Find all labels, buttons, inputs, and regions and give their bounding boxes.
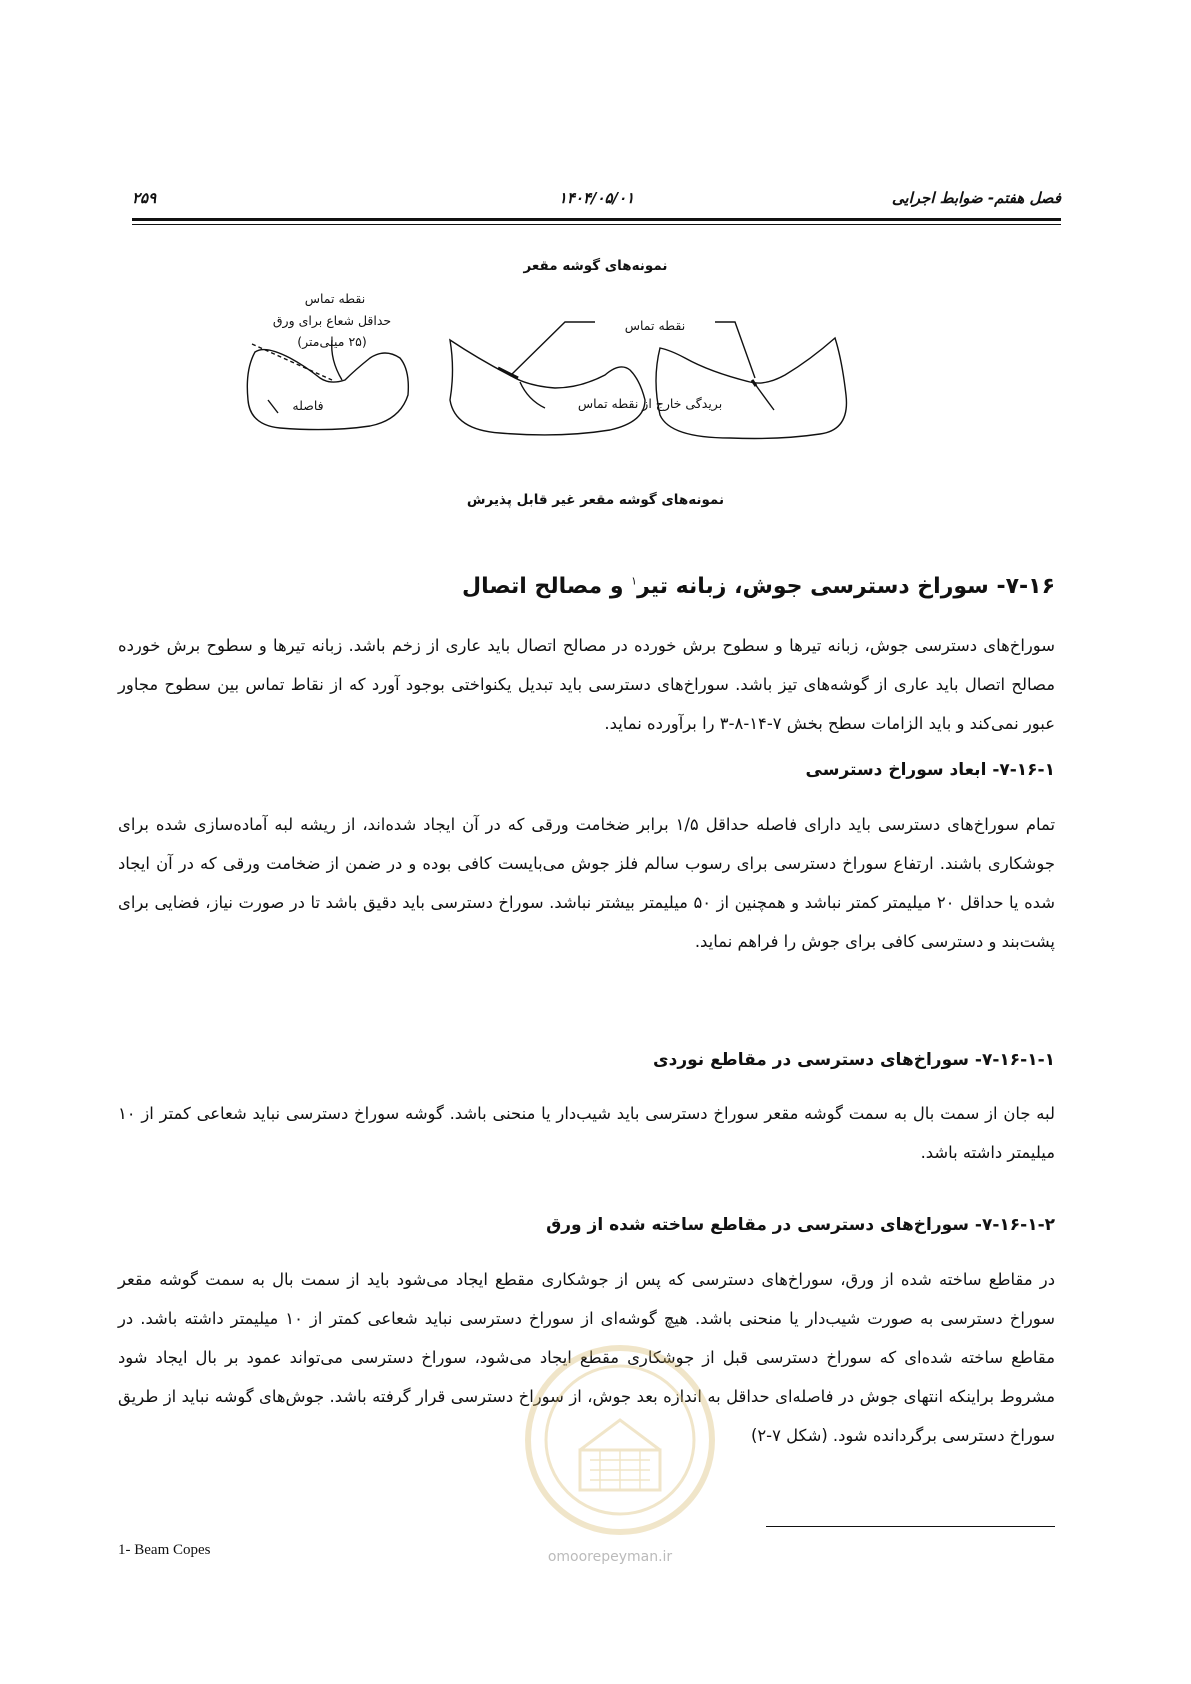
paragraph-4: در مقاطع ساخته شده از ورق، سوراخ‌های دسترسی که پس از جوشکاری مقطع ایجاد می‌شود باید از سمت بال به سمت گوشه مقعر سوراخ دسترسی به صورت شیب‌دار یا منحنی باشد. هیچ گوشه‌ای از سوراخ دسترسی نباید شعاعی کمتر از ۱۰ میلیمتر داشته باشد. در مقاطع ساخته شده‌ای که سوراخ دسترسی قبل از جوشکاری مقطع ایجاد می‌شود، سوراخ دسترسی می‌تواند عمود بر بال ایجاد شود مشروط براینکه انتهای جوش در فاصله‌ای حداقل به اندازه بعد جوش، از سوراخ دسترسی قرار گرفته باشد. جوش‌های گوشه نباید از طریق سوراخ دسترسی برگردانده شود. (شکل ۷-۲) xyxy=(118,1270,1055,1445)
contact-leader-middle xyxy=(510,322,595,376)
gap-leader xyxy=(268,400,278,413)
label-min-radius: حداقل شعاع برای ورق xyxy=(272,313,392,328)
subsection-1-2-paragraph xyxy=(118,1260,1055,1455)
shape-left xyxy=(247,350,408,430)
page-header xyxy=(132,189,1061,217)
subsection-1-1-paragraph xyxy=(118,1094,1055,1172)
figure-caption-top: نمونه‌های گوشه مقعر xyxy=(523,258,668,274)
section-heading xyxy=(462,574,1055,599)
section-heading-tail: و مصالح اتصال xyxy=(462,574,632,599)
label-cut-outside: بریدگی خارج از نقطه تماس xyxy=(577,396,723,411)
shape-right xyxy=(656,338,846,439)
subsection-1-heading: ۷-۱۶-۱- ابعاد سوراخ دسترسی xyxy=(805,760,1055,780)
subsection-1-1-heading: ۷-۱۶-۱-۱- سوراخ‌های دسترسی در مقاطع نوردی xyxy=(653,1050,1055,1070)
paragraph-2: تمام سوراخ‌های دسترسی باید دارای فاصله حداقل ۱/۵ برابر ضخامت ورقی که در آن ایجاد شده‌اند، از ریشه لبه آماده‌سازی شده برای جوشکاری باشند. ارتفاع سوراخ دسترسی برای رسوب سالم فلز جوش می‌بایست کافی بوده و در ضمن از ضخامت ورقی که در آن ایجاد شده یا حداقل ۲۰ میلیمتر کمتر نباشد و همچنین از ۵۰ میلیمتر بیشتر نباشد. سوراخ دسترسی باید دقیق باشد تا در صورت نیاز، فضایی برای پشت‌بند و دسترسی کافی برای جوش را فراهم نماید. xyxy=(118,815,1056,951)
page-number: ۲۵۹ xyxy=(132,189,157,207)
label-contact-point-left: نقطه تماس xyxy=(304,291,366,306)
footnote-marker: ۱ xyxy=(631,574,638,588)
label-gap: فاصله xyxy=(292,398,324,413)
label-min-radius-value: (۲۵ میلی‌متر) xyxy=(297,334,367,349)
subsection-1-paragraph xyxy=(118,805,1055,961)
footnote: 1- Beam Copes xyxy=(118,1542,211,1558)
contact-line-middle xyxy=(498,368,518,378)
chapter-title: فصل هفتم- ضوابط اجرایی xyxy=(891,189,1061,207)
section-paragraph xyxy=(118,626,1055,743)
header-date: ۱۴۰۴/۰۵/۰۱ xyxy=(558,189,635,207)
cut-leader-right xyxy=(755,384,774,410)
section-heading-text: ۷-۱۶- سوراخ دسترسی جوش، زبانه تیر xyxy=(637,574,1055,599)
reentrant-corner-figure xyxy=(260,291,910,480)
footnote-rule xyxy=(766,1526,1055,1527)
header-rule-thin xyxy=(132,224,1061,225)
label-contact-point-right: نقطه تماس xyxy=(624,318,686,333)
paragraph-3: لبه جان از سمت بال به سمت گوشه مقعر سوراخ دسترسی باید شیب‌دار یا منحنی باشد. گوشه سوراخ دسترسی نباید شعاعی کمتر از ۱۰ میلیمتر داشته باشد. xyxy=(118,1104,1055,1162)
paragraph-1: سوراخ‌های دسترسی جوش، زبانه تیرها و سطوح برش خورده در مصالح اتصال باید عاری از زخم باشد. زبانه تیرها و سطوح برش خورده مصالح اتصال باید عاری از گوشه‌های تیز باشد. سوراخ‌های دسترسی باید تبدیل یکنواختی بوجود آورد که از نقاط تماس بین سطوح مجاور عبور نمی‌کند و باید الزامات سطح بخش ۷-۱۴-۸-۳ را برآورده نماید. xyxy=(118,636,1055,733)
header-rule-thick xyxy=(132,218,1061,221)
shape-middle xyxy=(450,340,645,435)
contact-leader-right xyxy=(715,322,755,378)
figure-caption-bottom: نمونه‌های گوشه مقعر غیر قابل پذیرش xyxy=(466,492,725,508)
subsection-1-2-heading: ۷-۱۶-۱-۲- سوراخ‌های دسترسی در مقاطع ساخته شده از ورق xyxy=(546,1215,1055,1235)
watermark-url: omoorepeyman.ir xyxy=(547,1549,673,1565)
